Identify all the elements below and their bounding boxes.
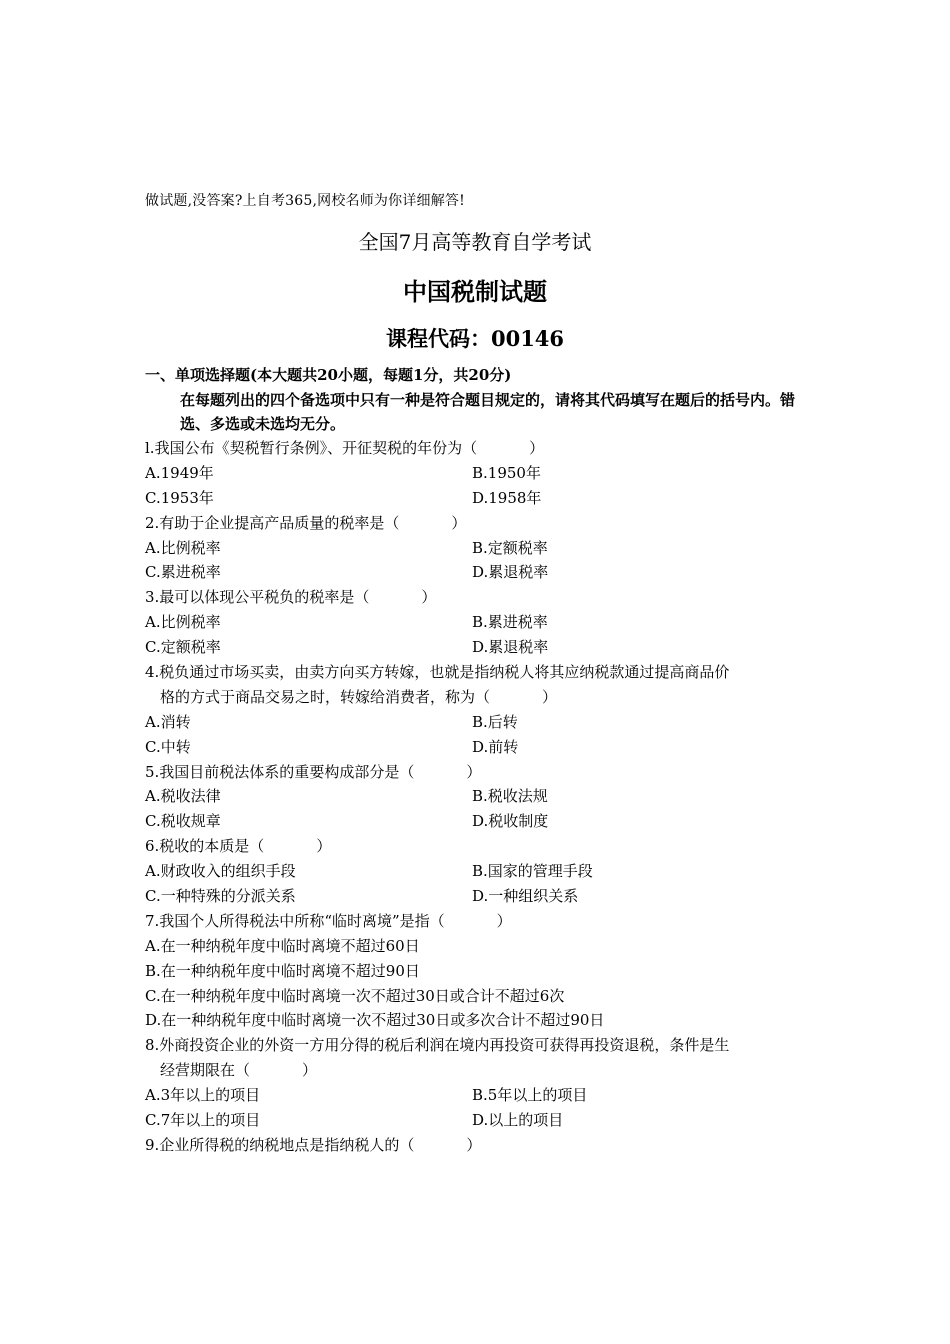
option: B.累进税率	[472, 613, 548, 632]
question-stem: l.我国公布《契税暂行条例》、开征契税的年份为（ ）	[145, 439, 545, 457]
question-stem: 5.我国目前税法体系的重要构成部分是（ ）	[145, 762, 482, 781]
option: A.在一种纳税年度中临时离境不超过60日	[145, 936, 420, 955]
option: C.一种特殊的分派关系	[145, 887, 296, 906]
option: D.前转	[472, 737, 519, 756]
option: D.以上的项目	[472, 1111, 564, 1130]
option-row	[145, 784, 805, 809]
option-row	[145, 560, 805, 585]
option: C.1953年	[145, 488, 214, 507]
option-row	[145, 1108, 805, 1133]
option: A.3年以上的项目	[145, 1086, 261, 1105]
option: B.后转	[472, 712, 518, 731]
question-stem-continued: 经营期限在（ ）	[160, 1061, 318, 1080]
option: D.1958年	[472, 488, 542, 507]
option: C.税收规章	[145, 812, 221, 831]
question-stem: 2.有助于企业提高产品质量的税率是（ ）	[145, 513, 467, 532]
option-row	[145, 610, 805, 635]
ad-line: 做试题,没答案?上自考365,网校名师为你详细解答!	[145, 193, 465, 209]
option-row	[145, 461, 805, 486]
option: B.1950年	[472, 463, 541, 482]
option-row	[145, 635, 805, 660]
option: C.累进税率	[145, 563, 221, 582]
option-row	[145, 486, 805, 511]
option-row	[145, 859, 805, 884]
option: B.5年以上的项目	[472, 1086, 588, 1105]
question-stem: 8.外商投资企业的外资一方用分得的税后利润在境内再投资可获得再投资退税，条件是生	[145, 1036, 730, 1055]
option: C.定额税率	[145, 638, 221, 657]
question-stem-continued: 格的方式于商品交易之时，转嫁给消费者，称为（ ）	[160, 687, 558, 706]
option: B.在一种纳税年度中临时离境不超过90日	[145, 961, 420, 980]
question-list	[145, 436, 805, 1158]
option: D.累退税率	[472, 563, 549, 582]
option: D.税收制度	[472, 812, 549, 831]
option: D.累退税率	[472, 638, 549, 657]
option: C.在一种纳税年度中临时离境一次不超过30日或合计不超过6次	[145, 986, 565, 1005]
question-stem: 9.企业所得税的纳税地点是指纳税人的（ ）	[145, 1135, 482, 1154]
option-row	[145, 809, 805, 834]
option-row	[145, 1083, 805, 1108]
exam-title: 全国7月高等教育自学考试	[358, 230, 592, 254]
option: C.7年以上的项目	[145, 1111, 261, 1130]
option: A.比例税率	[145, 538, 221, 557]
option: A.比例税率	[145, 613, 221, 632]
option: B.税收法规	[472, 787, 548, 806]
option: A.税收法律	[145, 787, 221, 806]
subject-title: 中国税制试题	[403, 277, 547, 306]
option: C.中转	[145, 737, 191, 756]
option: D.一种组织关系	[472, 887, 579, 906]
option-row	[145, 536, 805, 561]
section-heading: 一、单项选择题(本大题共20小题，每题1分，共20分)	[145, 366, 512, 384]
option: B.国家的管理手段	[472, 862, 593, 881]
option: B.定额税率	[472, 538, 548, 557]
option-row	[145, 884, 805, 909]
option: A.消转	[145, 712, 191, 731]
question-stem: 4.税负通过市场买卖，由卖方向买方转嫁，也就是指纳税人将其应纳税款通过提高商品价	[145, 663, 730, 682]
option-row	[145, 710, 805, 735]
question-stem: 7.我国个人所得税法中所称“临时离境”是指（ ）	[145, 911, 512, 930]
question-stem: 3.最可以体现公平税负的税率是（ ）	[145, 588, 437, 607]
option-row	[145, 735, 805, 760]
option: A.1949年	[145, 463, 214, 482]
option: D.在一种纳税年度中临时离境一次不超过30日或多次合计不超过90日	[145, 1011, 605, 1030]
section-instruction: 在每题列出的四个备选项中只有一种是符合题目规定的，请将其代码填写在题后的括号内。错选、多选或未选均无分。	[180, 391, 796, 433]
option: A.财政收入的组织手段	[145, 862, 296, 881]
question-stem: 6.税收的本质是（ ）	[145, 837, 332, 856]
course-code: 课程代码：00146	[385, 326, 565, 351]
